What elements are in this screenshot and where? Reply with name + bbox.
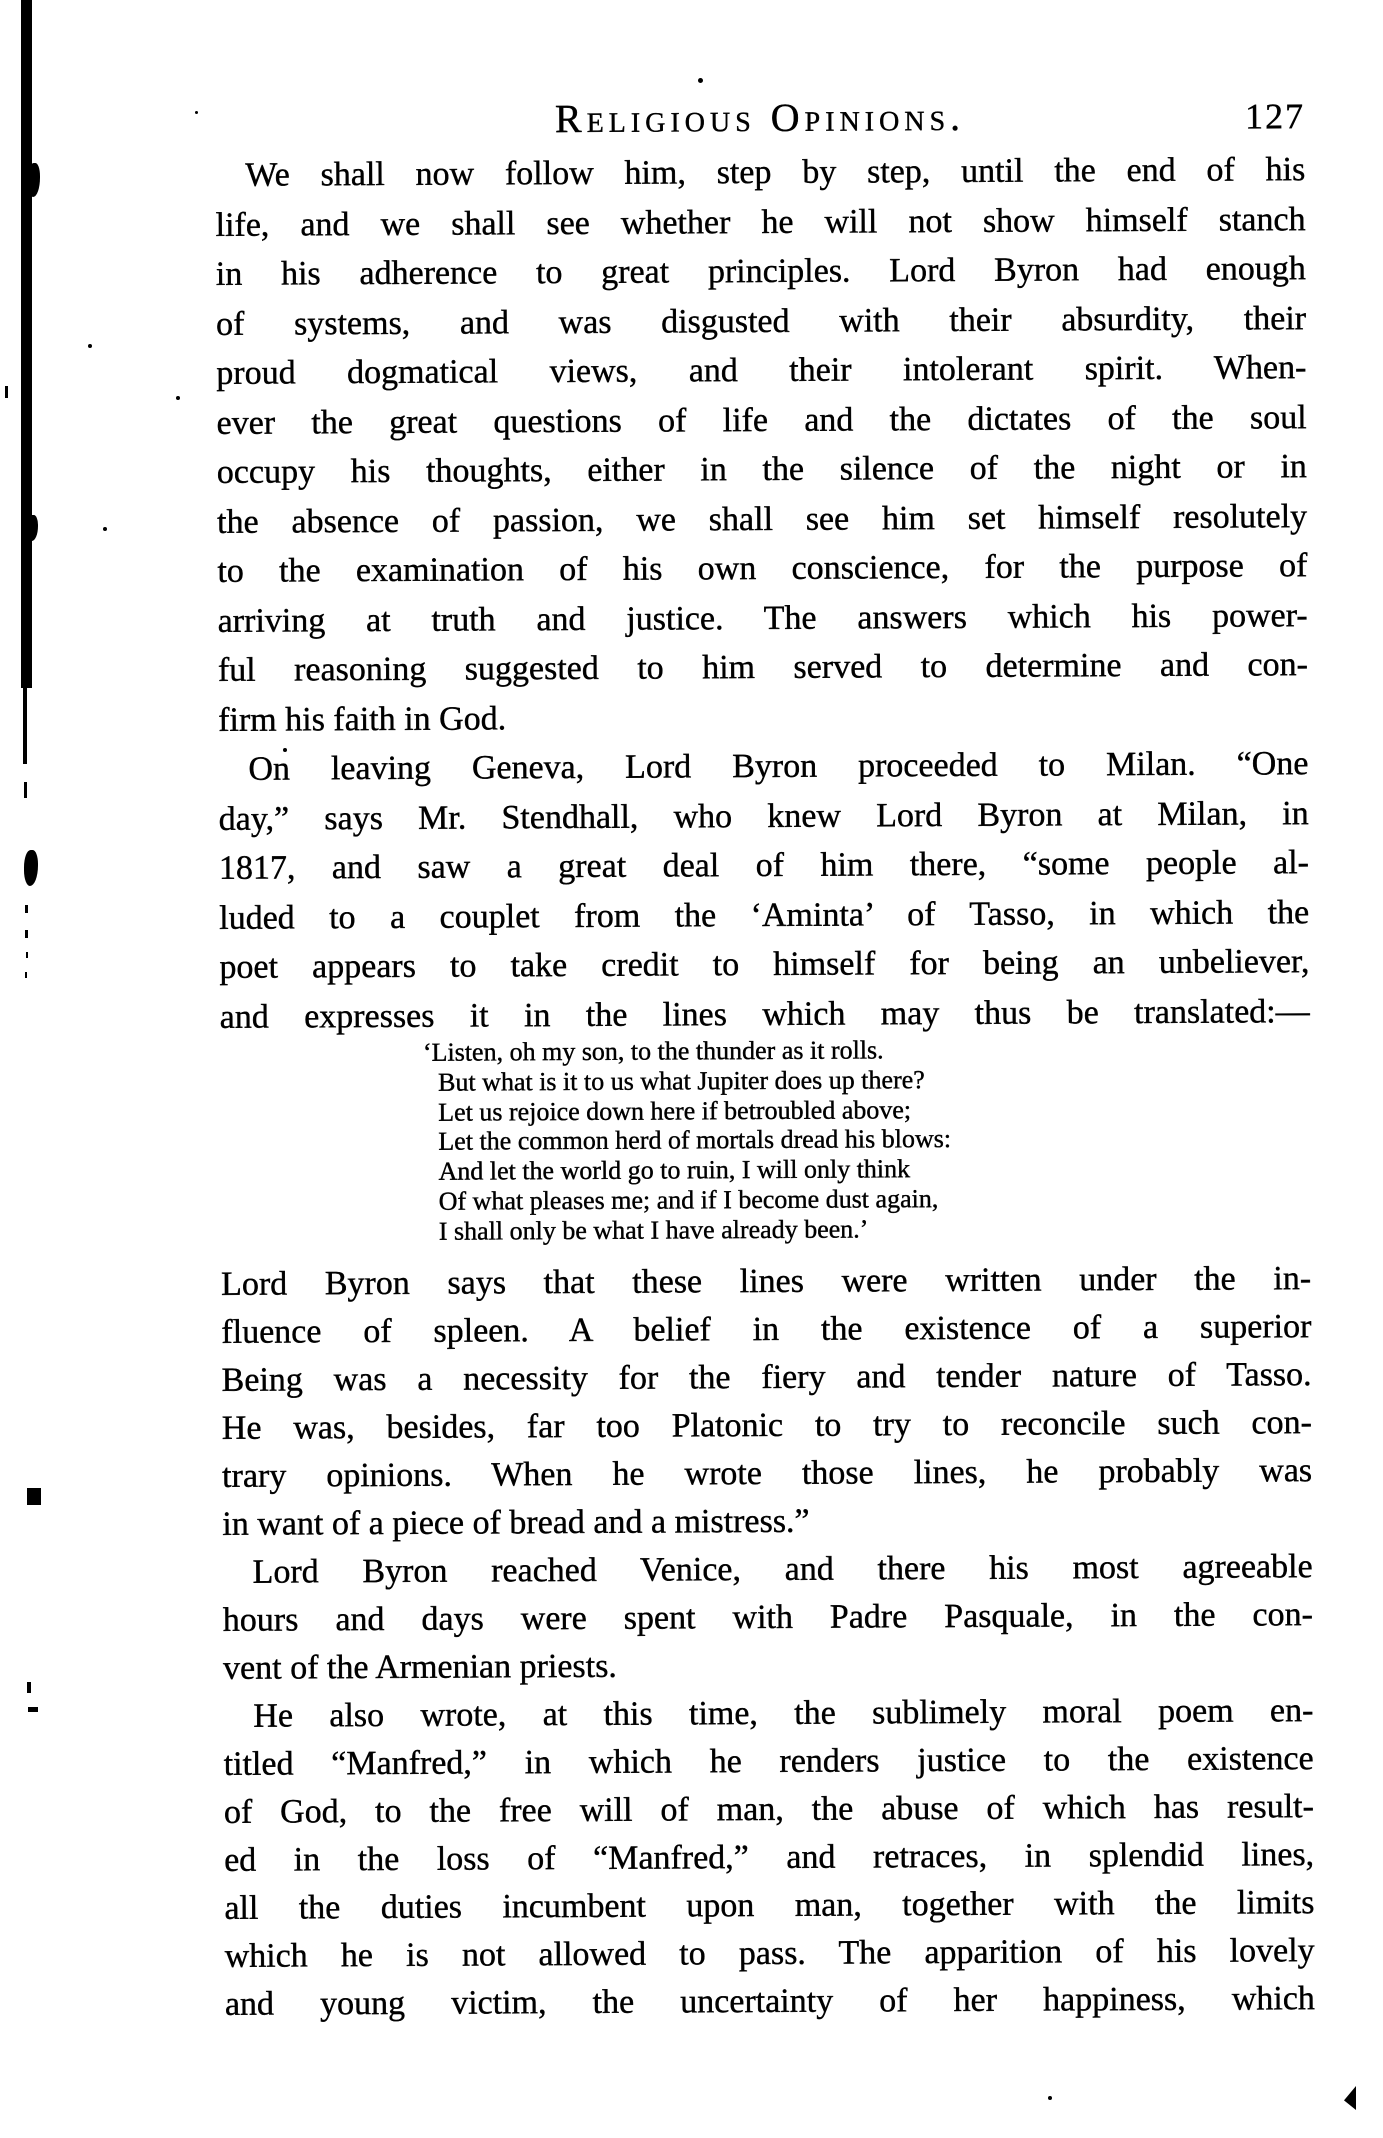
text-line: He also wrote, at this time, the sublimely moral poem en- [253,1692,1314,1735]
text-line: to the examination of his own conscience, for the purpose of [217,547,1308,590]
page-content [214,0,1315,2138]
text-line: in his adherence to great principles. Lord Byron had enough [215,250,1306,293]
ink-blot [24,850,38,886]
verse-line: Let us rejoice down here if betroubled above; [438,1094,912,1127]
text-line: firm his faith in God. [218,699,507,739]
text-line: hours and days were spent with Padre Pasquale, in the con- [222,1596,1313,1639]
verse-line: I shall only be what I have already been.’ [438,1214,869,1246]
paragraph-2 [218,739,1310,1042]
text-line: ever the great questions of life and the dictates of the soul [216,398,1307,442]
scan-edge-dash [25,930,28,938]
verse-line: ‘Listen, oh my son, to the thunder as it rolls. [422,1035,884,1067]
scan-corner-mark [1344,2086,1356,2110]
text-line: in want of a piece of bread and a mistress.” [222,1502,810,1543]
ink-speck [27,1682,31,1693]
ink-speck [28,1707,38,1712]
text-line: Lord Byron says that these lines were written under the in- [221,1260,1312,1303]
text-line: and expresses it in the lines which may thus be translated:— [219,992,1310,1036]
scan-edge-bar [21,0,32,688]
ink-speck [88,344,92,348]
page-number: 127 [1244,96,1306,137]
ink-speck [195,111,198,114]
scan-edge-dash [26,952,28,958]
verse-line: Of what pleases me; and if I become dust again, [438,1184,939,1216]
text-line: Being was a necessity for the fiery and tender nature of Tasso. [221,1356,1312,1399]
scan-edge-bump [27,515,38,541]
text-line: trary opinions. When he wrote those lines, he probably was [222,1452,1313,1495]
text-line: We shall now follow him, step by step, until the end of his [245,151,1306,194]
text-line: titled “Manfred,” in which he renders justice to the existence [223,1740,1314,1783]
scan-edge-dash [25,905,28,913]
text-line: life, and we shall see whether he will not show himself stanch [215,200,1306,244]
scan-edge-mark [5,386,8,398]
text-line: Lord Byron reached Venice, and there his most agreeable [252,1548,1313,1591]
scan-edge-dash [24,782,27,798]
verse-line: And let the world go to ruin, I will only think [438,1154,911,1186]
verse-line: Let the common herd of mortals dread his blows: [438,1124,952,1157]
text-line: the absence of passion, we shall see him set himself resolutely [217,497,1308,541]
text-line: He was, besides, far too Platonic to try to reconcile such con- [221,1404,1312,1447]
text-line: poet appears to take credit to himself for being an unbeliever, [219,943,1310,986]
ink-speck [176,396,180,400]
text-line: day,” says Mr. Stendhall, who knew Lord Byron at Milan, in [218,794,1309,838]
ink-speck [103,527,107,531]
verse-quotation [422,1033,1251,1246]
scan-edge-bump [28,163,40,197]
page-title: Religious Opinions. [554,93,966,142]
text-line: which he is not allowed to pass. The apparition of his lovely [224,1932,1315,1975]
text-line: of God, to the free will of man, the abuse of which has result- [223,1788,1314,1831]
paragraph-3 [221,1255,1312,1549]
running-header [215,91,1305,151]
text-line: 1817, and saw a great deal of him there, “some people al- [218,844,1310,887]
scan-edge-line [23,688,27,764]
text-line: occupy his thoughts, either in the silence of the night or in [216,448,1307,491]
text-line: arriving at truth and justice. The answers which his power- [217,596,1308,640]
text-line: ful reasoning suggested to him served to determine and con- [217,646,1308,689]
scan-edge-dash [25,972,27,978]
text-line: proud dogmatical views, and their intolerant spirit. When- [216,349,1307,392]
text-line: On leaving Geneva, Lord Byron proceeded to Milan. “One [248,745,1309,788]
text-line: of systems, and was disgusted with their absurdity, their [215,299,1307,343]
text-line: fluence of spleen. A belief in the existence of a superior [221,1308,1312,1351]
paragraph-1 [215,145,1308,745]
text-line: and young victim, the uncertainty of her happiness, which [224,1980,1315,2023]
paragraph-4 [223,1543,1315,2029]
text-line: all the duties incumbent upon man, together with the limits [224,1884,1315,1927]
text-line: vent of the Armenian priests. [223,1647,617,1687]
ink-blot [27,1488,41,1505]
verse-line: But what is it to us what Jupiter does up there? [437,1064,925,1097]
text-line: luded to a couplet from the ‘Aminta’ of Tasso, in which the [219,893,1310,937]
text-line: ed in the loss of “Manfred,” and retraces, in splendid lines, [224,1836,1315,1879]
